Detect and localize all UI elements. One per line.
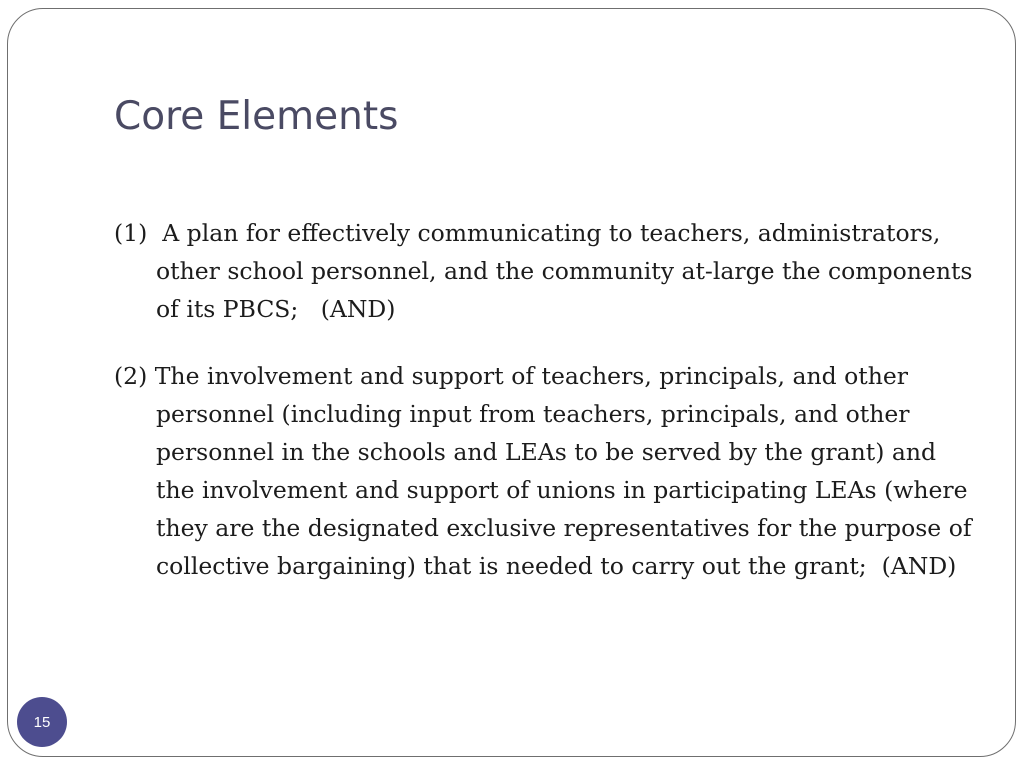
slide-body (114, 214, 980, 614)
core-element-2: (2) The involvement and support of teachers, principals, and other personnel (including input from teachers, principals, and other personnel in the schools and LEAs to be served by the grant) and the involvement and support of unions in participating LEAs (where they are the designated exclusive representatives for the purpose of collective bargaining) that is needed to carry out the grant; (AND) (114, 362, 980, 580)
page-number-badge: 15 (17, 697, 67, 747)
core-element-1: (1) A plan for effectively communicating to teachers, administrators, other school personnel, and the community at-large the components of its PBCS; (AND) (114, 219, 980, 323)
slide-frame (7, 8, 1016, 757)
slide-title: Core Elements (114, 94, 399, 139)
